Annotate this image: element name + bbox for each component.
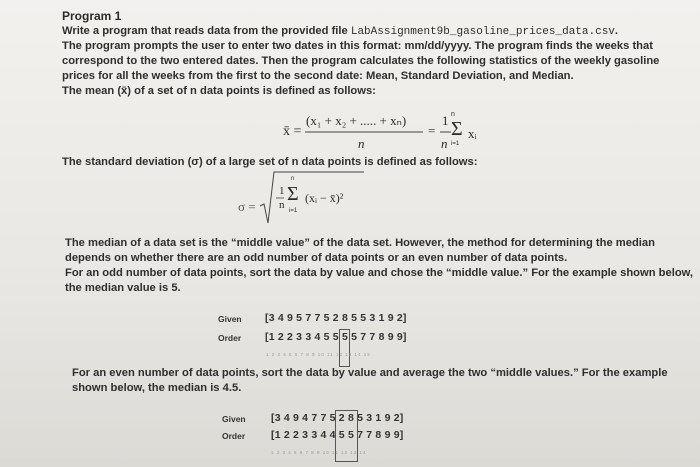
intro-line-1 xyxy=(62,24,618,40)
even-line-1: For an even number of data points, sort the data by value and average the two “middle values.” For the example xyxy=(72,367,668,379)
mean-sigma: Σ xyxy=(451,118,463,140)
even-order-array: [1 2 2 3 3 4 4 5 5 7 7 8 9 9] xyxy=(271,429,404,441)
std-n: n xyxy=(279,199,285,211)
median-line-1: The median of a data set is the “middle value” of the data set. However, the method for determining the median xyxy=(65,237,655,249)
mean-sum-bottom: i=1 xyxy=(451,141,460,147)
odd-index-row: 1 2 3 4 5 6 7 8 9 10 11 12 13 14 15 xyxy=(266,352,371,357)
mean-numerator: (x₁ + x₂ + ..... + xₙ) xyxy=(306,113,407,128)
median-line-4: the median value is 5. xyxy=(65,282,181,294)
std-one: 1 xyxy=(279,185,285,197)
mean-term: xᵢ xyxy=(468,126,477,141)
even-given-label: Given xyxy=(222,414,246,424)
intro-line-1-end: . xyxy=(614,25,619,37)
mean-fraction-bar xyxy=(305,131,425,133)
even-index-row: 1 2 3 4 5 6 7 8 9 10 11 12 13 14 xyxy=(271,450,367,455)
median-line-2: depends on whether there are an odd number of data points or an even number of data points. xyxy=(65,252,568,264)
odd-order-array: [1 2 2 3 3 4 5 5 5 5 7 7 8 9 9] xyxy=(265,331,407,343)
median-line-3: For an odd number of data points, sort the data by value and chose the “middle value.” For the example shown below, xyxy=(65,267,694,279)
intro-line-2: The program prompts the user to enter two dates in this format: mm/dd/yyyy. The program finds the weeks that xyxy=(62,40,653,52)
even-line-2: shown below, the median is 4.5. xyxy=(72,382,242,394)
std-intro: The standard deviation (σ) of a large set of n data points is defined as follows: xyxy=(62,156,478,168)
data-filename: LabAssignment9b_gasoline_prices_data.csv xyxy=(350,26,615,38)
odd-given-array: [3 4 9 5 7 7 5 2 8 5 5 3 1 9 2] xyxy=(265,312,407,324)
std-sum-bottom: i=1 xyxy=(289,208,298,214)
mean-sum-top: n xyxy=(451,111,455,118)
odd-order-label: Order xyxy=(218,333,242,343)
intro-line-4: prices for all the weeks from the first to the second date: Mean, Standard Deviation, and Median. xyxy=(62,70,574,82)
even-order-label: Order xyxy=(222,431,246,441)
odd-given-label: Given xyxy=(218,314,242,324)
std-lhs: σ = xyxy=(238,199,256,214)
std-term: (xᵢ − x̄)² xyxy=(305,191,344,205)
intro-line-5: The mean (x̄) of a set of n data points is defined as follows: xyxy=(62,85,376,97)
mean-one: 1 xyxy=(442,113,449,128)
intro-line-3: correspond to the two entered dates. Then the program calculates the following statistics of the weekly gasoline xyxy=(62,55,660,67)
mean-n: n xyxy=(441,136,448,151)
mean-lhs: x̄ = xyxy=(283,124,302,139)
std-sum-top: n xyxy=(291,176,295,182)
std-sigma: Σ xyxy=(287,183,299,205)
mean-denominator: n xyxy=(358,136,365,151)
intro-line-1-text: Write a program that reads data from the provided file xyxy=(62,25,351,37)
mean-equals: = xyxy=(428,123,436,138)
program-title: Program 1 xyxy=(62,9,122,23)
even-given-array: [3 4 9 4 7 7 5 2 8 5 3 1 9 2] xyxy=(271,412,404,424)
odd-median-box xyxy=(339,329,350,367)
